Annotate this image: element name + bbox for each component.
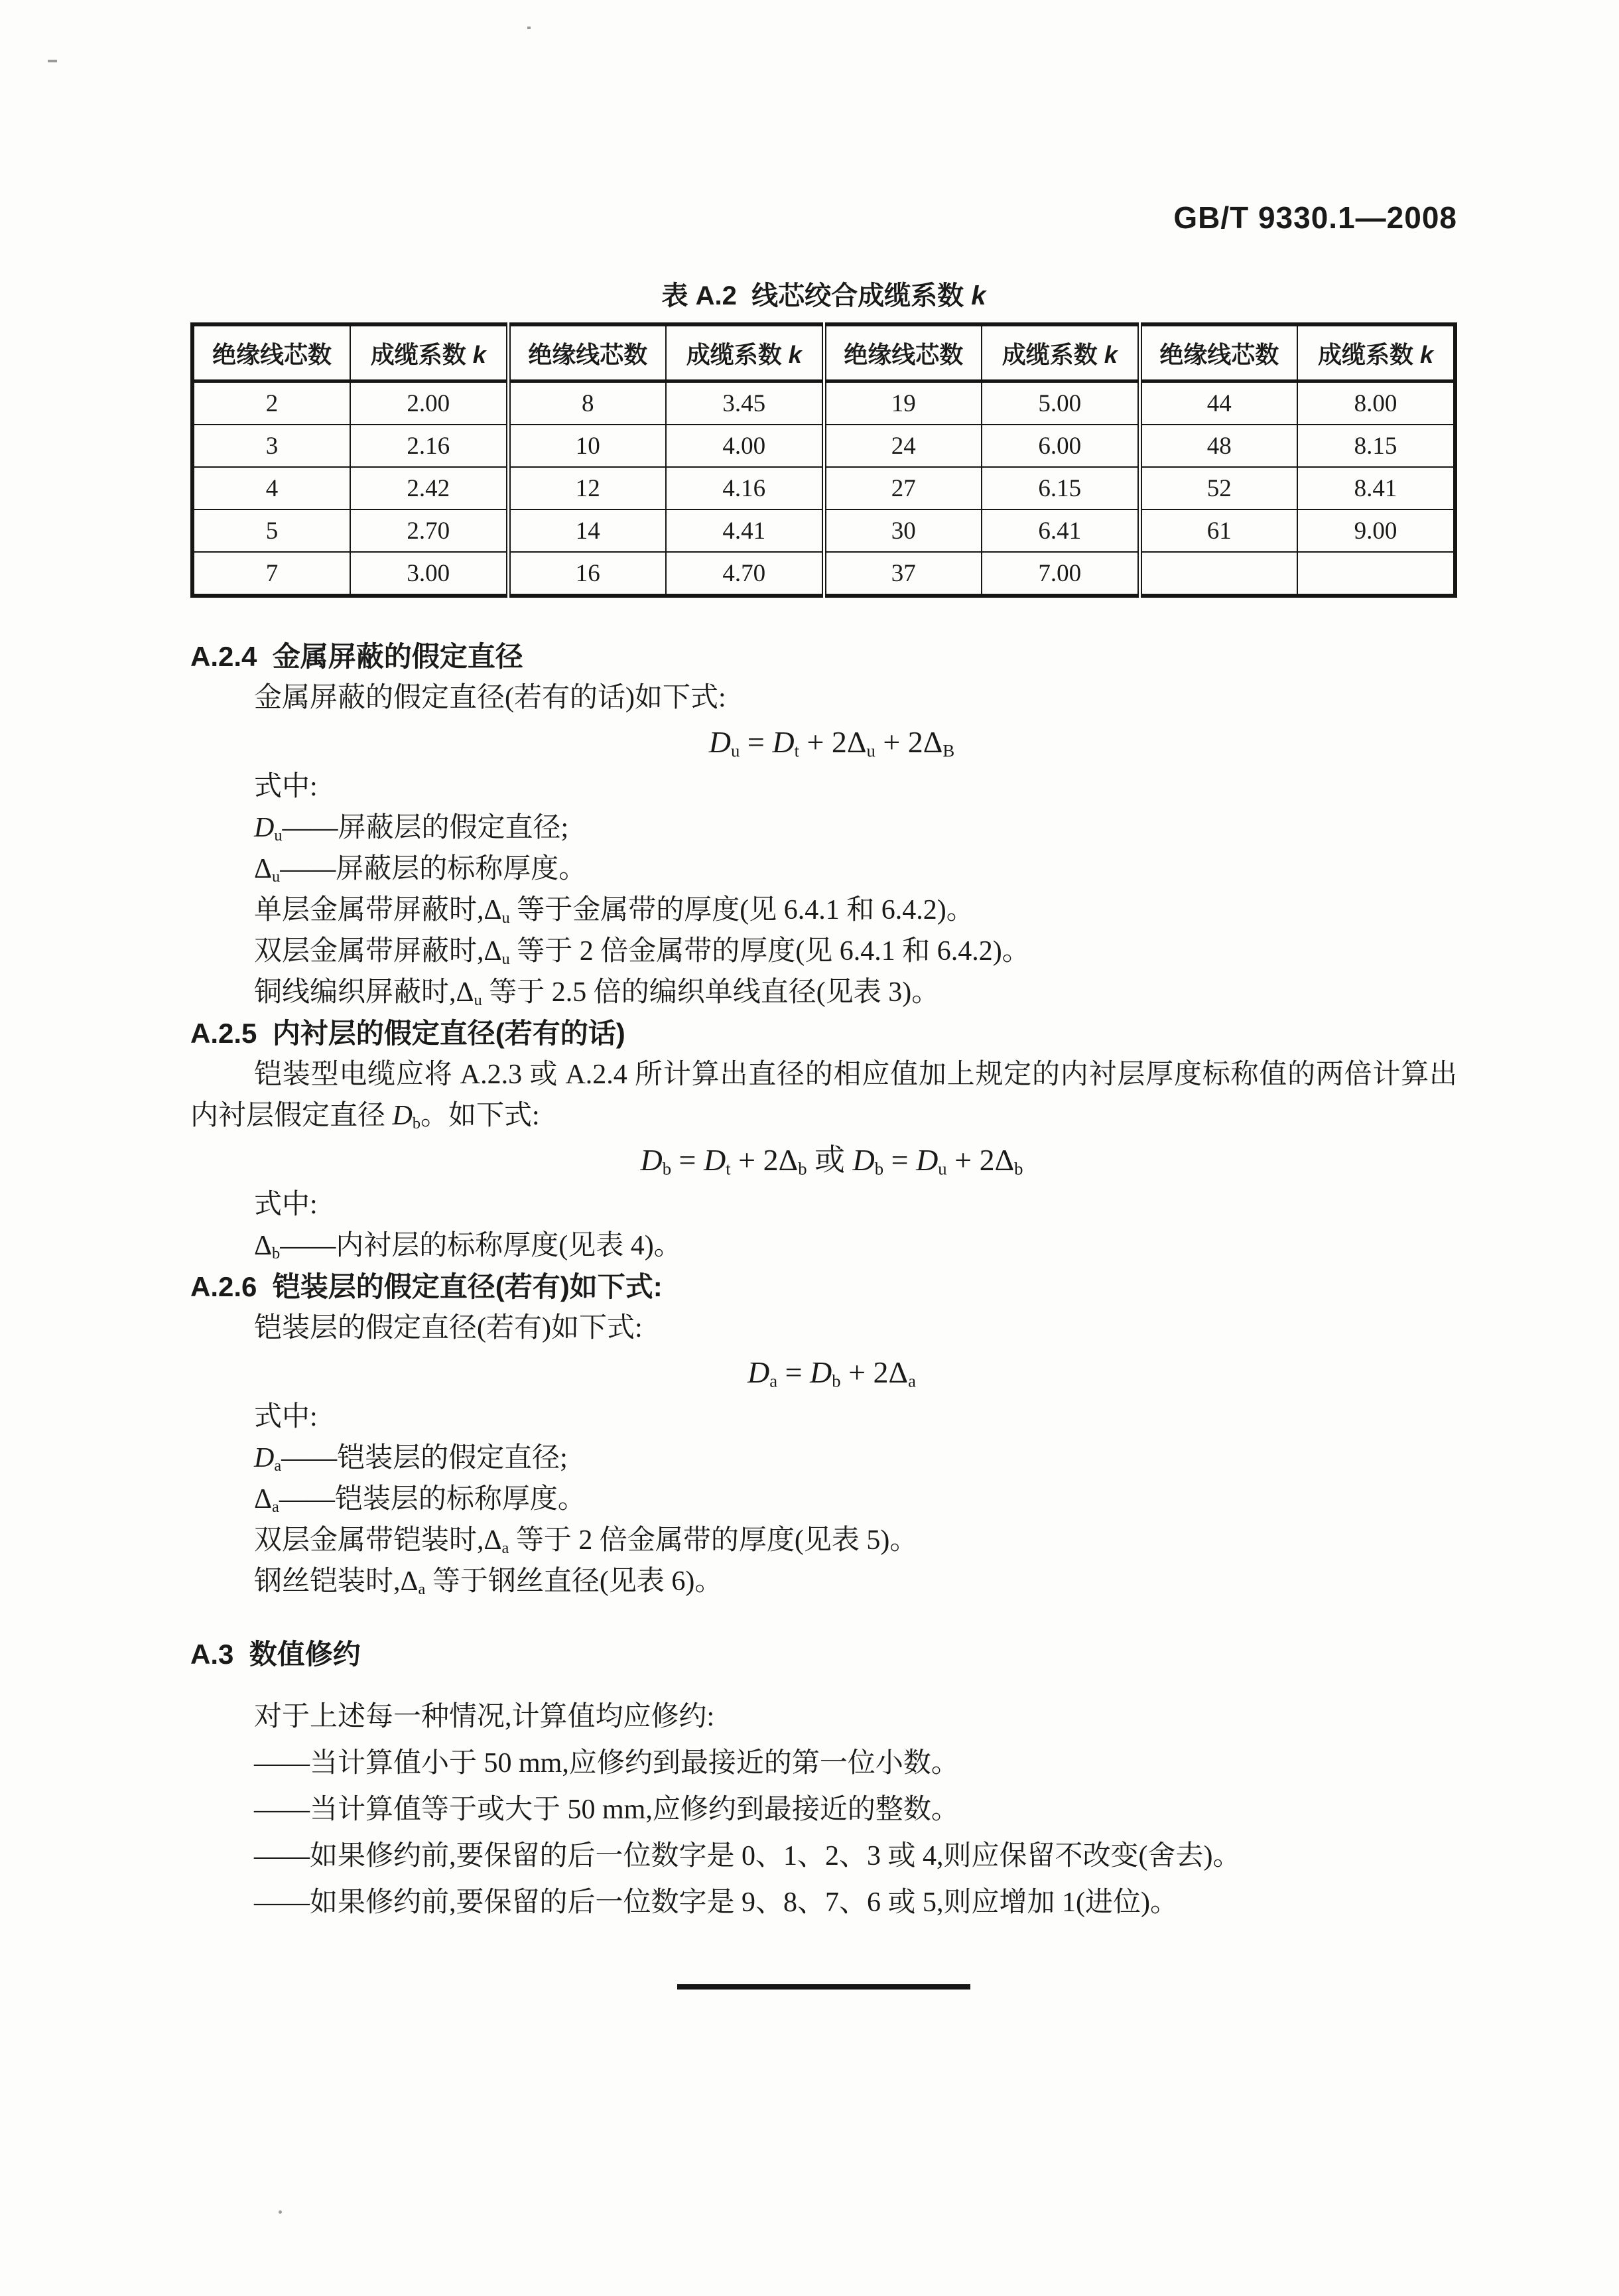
formula-armour-diameter: $D_a = D_b + 2\Delta_a$ — [747, 1355, 916, 1391]
table-cell: 10 — [508, 425, 666, 467]
table-row — [192, 381, 1455, 425]
table-cell: 19 — [824, 381, 982, 425]
scan-speck — [48, 60, 57, 62]
note-line: 双层金属带铠装时$,\Delta_a$ 等于 2 倍金属带的厚度(见表 5)。 — [254, 1525, 918, 1558]
section-a3 — [190, 1634, 1457, 1926]
table-cell: 2 — [192, 381, 350, 425]
formula-shield-diameter: $D_u = D_t + 2\Delta_u + 2\Delta_B$ — [708, 725, 955, 761]
rule-line: ——当计算值等于或大于 50 mm,应修约到最接近的整数。 — [254, 1794, 959, 1825]
section-heading-a3: A.3 数值修约 — [190, 1639, 361, 1670]
rule-line: ——如果修约前,要保留的后一位数字是 9、8、7、6 或 5,则应增加 1(进位)。 — [254, 1887, 1178, 1918]
table-cell: 2.42 — [350, 467, 508, 509]
section-a24 — [190, 636, 1457, 1013]
table-header-row — [192, 324, 1455, 381]
column-header-coeff: 成缆系数 k — [1297, 324, 1455, 381]
note-line: 单层金属带屏蔽时$,\Delta_u$ 等于金属带的厚度(见 6.4.1 和 6.4.2)。 — [254, 895, 974, 927]
table-cell: 27 — [824, 467, 982, 509]
table-cell: 4.41 — [666, 509, 824, 552]
table-cell: 44 — [1139, 381, 1297, 425]
scan-speck — [279, 2210, 282, 2214]
table-cell: 3.45 — [666, 381, 824, 425]
definition-line: $\Delta_u——$屏蔽层的标称厚度。 — [254, 854, 587, 886]
table-row — [192, 552, 1455, 596]
note-line: 钢丝铠装时$,\Delta_a$ 等于钢丝直径(见表 6)。 — [254, 1566, 723, 1599]
paragraph-intro: 对于上述每一种情况,计算值均应修约: — [254, 1702, 715, 1732]
cabling-coefficient-table — [190, 322, 1457, 598]
table-cell: 48 — [1139, 425, 1297, 467]
table-cell: 4.00 — [666, 425, 824, 467]
standard-number: GB/T 9330.1—2008 — [1173, 200, 1457, 235]
table-cell — [1139, 552, 1297, 596]
table-cell: 6.15 — [982, 467, 1139, 509]
paragraph-intro: 金属屏蔽的假定直径(若有的话)如下式: — [254, 683, 726, 713]
table-cell: 52 — [1139, 467, 1297, 509]
note-line: 铜线编织屏蔽时$,\Delta_u$ 等于 2.5 倍的编织单线直径(见表 3)。 — [254, 977, 940, 1010]
section-heading-a24: A.2.4 金属屏蔽的假定直径 — [190, 641, 523, 672]
table-cell: 9.00 — [1297, 509, 1455, 552]
table-cell: 3.00 — [350, 552, 508, 596]
table-cell: 3 — [192, 425, 350, 467]
table-cell: 8.15 — [1297, 425, 1455, 467]
table-cell: 2.00 — [350, 381, 508, 425]
table-cell: 4.16 — [666, 467, 824, 509]
table-cell: 61 — [1139, 509, 1297, 552]
paragraph-body: 铠装型电缆应将 A.2.3 或 A.2.4 所计算出直径的相应值加上规定的内衬层厚度标称值的两倍计算出内衬层假定直径 $D_b$。如下式: — [190, 1059, 1457, 1133]
table-cell: 4 — [192, 467, 350, 509]
column-header-cores: 绝缘线芯数 — [508, 324, 666, 381]
table-cell: 24 — [824, 425, 982, 467]
where-label: 式中: — [254, 1189, 318, 1220]
definition-line: $\Delta_a——$铠装层的标称厚度。 — [254, 1484, 586, 1517]
note-line: 双层金属带屏蔽时$,\Delta_u$ 等于 2 倍金属带的厚度(见 6.4.1 和 6.4.2)。 — [254, 936, 1030, 969]
table-cell: 5.00 — [982, 381, 1139, 425]
definition-line: $D_a——$铠装层的假定直径; — [254, 1443, 568, 1475]
definition-line: $D_u——$屏蔽层的假定直径; — [254, 813, 569, 845]
column-header-cores: 绝缘线芯数 — [824, 324, 982, 381]
table-cell: 2.70 — [350, 509, 508, 552]
table-row — [192, 509, 1455, 552]
section-heading-a25: A.2.5 内衬层的假定直径(若有的话) — [190, 1018, 625, 1049]
rule-line: ——当计算值小于 50 mm,应修约到最接近的第一位小数。 — [254, 1748, 959, 1779]
table-title: 表 A.2 线芯绞合成缆系数 k — [661, 281, 986, 310]
table-cell: 6.00 — [982, 425, 1139, 467]
end-divider — [677, 1984, 970, 1990]
table-cell: 16 — [508, 552, 666, 596]
column-header-coeff: 成缆系数 k — [982, 324, 1139, 381]
where-label: 式中: — [254, 772, 318, 802]
column-header-coeff: 成缆系数 k — [666, 324, 824, 381]
table-cell: 6.41 — [982, 509, 1139, 552]
table-cell: 12 — [508, 467, 666, 509]
section-a25 — [190, 1013, 1457, 1266]
page-content — [190, 0, 1457, 1990]
table-row — [192, 425, 1455, 467]
rule-line: ——如果修约前,要保留的后一位数字是 0、1、2、3 或 4,则应保留不改变(舍去)。 — [254, 1841, 1241, 1871]
table-cell — [1297, 552, 1455, 596]
section-a26 — [190, 1266, 1457, 1602]
table-row — [192, 467, 1455, 509]
column-header-cores: 绝缘线芯数 — [192, 324, 350, 381]
table-cell: 30 — [824, 509, 982, 552]
table-cell: 2.16 — [350, 425, 508, 467]
column-header-coeff: 成缆系数 k — [350, 324, 508, 381]
table-cell: 4.70 — [666, 552, 824, 596]
table-cell: 7.00 — [982, 552, 1139, 596]
paragraph-intro: 铠装层的假定直径(若有)如下式: — [254, 1313, 643, 1343]
table-cell: 7 — [192, 552, 350, 596]
table-cell: 8.00 — [1297, 381, 1455, 425]
table-cell: 8.41 — [1297, 467, 1455, 509]
section-heading-a26: A.2.6 铠装层的假定直径(若有)如下式: — [190, 1271, 663, 1302]
where-label: 式中: — [254, 1402, 318, 1432]
table-cell: 5 — [192, 509, 350, 552]
table-cell: 8 — [508, 381, 666, 425]
definition-line: $\Delta_b——$内衬层的标称厚度(见表 4)。 — [254, 1231, 682, 1263]
table-cell: 37 — [824, 552, 982, 596]
column-header-cores: 绝缘线芯数 — [1139, 324, 1297, 381]
formula-bedding-diameter: $D_b = D_t + 2\Delta_b$ 或 $D_b = D_u + 2\Delta_b$ — [640, 1143, 1023, 1179]
table-cell: 14 — [508, 509, 666, 552]
